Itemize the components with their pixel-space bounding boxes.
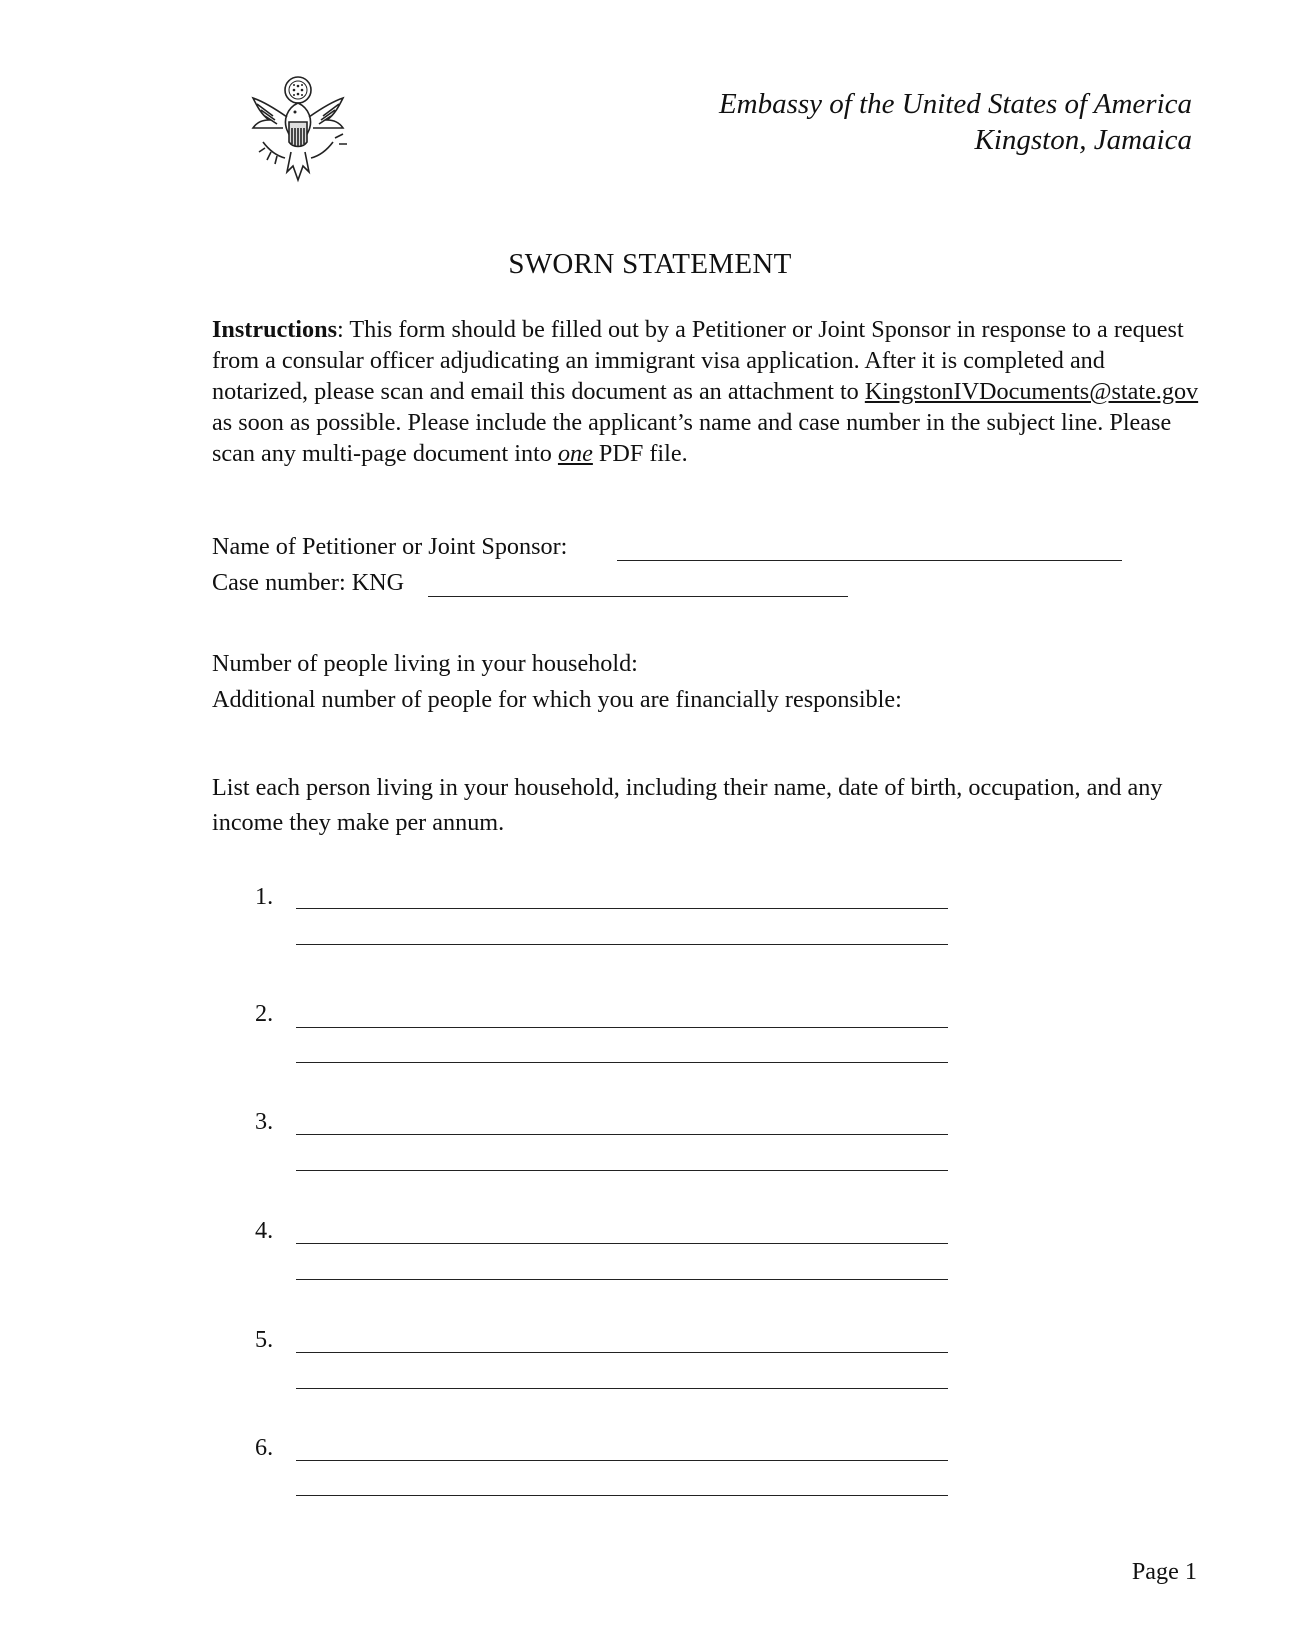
petitioner-name-field[interactable]	[617, 560, 1122, 561]
case-number-label: Case number: KNG	[212, 569, 405, 596]
instructions-text-3: PDF file.	[592, 440, 688, 467]
entry-number: 4.	[255, 1217, 274, 1244]
header-line-2: Kingston, Jamaica	[974, 124, 1192, 156]
household-list-intro: List each person living in your household, including their name, date of birth, occupation, and any income they make per annum.	[212, 774, 1163, 836]
household-count-label: Number of people living in your household:	[212, 650, 638, 677]
instructions-text-2: as soon as possible. Please include the applicant’s name and case number in the subject line. Please scan any multi-page document into	[212, 409, 1172, 467]
instructions-emphasis: one	[557, 440, 593, 467]
petitioner-label: Name of Petitioner or Joint Sponsor:	[212, 533, 568, 560]
entry-5-line-2[interactable]	[296, 1388, 948, 1389]
email-link[interactable]: KingstonIVDocuments@state.gov	[864, 378, 1199, 405]
entry-5-line-1[interactable]	[296, 1352, 948, 1353]
entry-4-line-1[interactable]	[296, 1243, 948, 1244]
case-number-field[interactable]	[428, 596, 848, 597]
entry-number: 5.	[255, 1326, 274, 1353]
entry-1-line-2[interactable]	[296, 944, 948, 945]
entry-2-line-2[interactable]	[296, 1062, 948, 1063]
entry-number: 3.	[255, 1108, 274, 1135]
embassy-header	[719, 86, 1192, 158]
entry-number: 2.	[255, 1000, 274, 1027]
entry-6-line-2[interactable]	[296, 1495, 948, 1496]
entry-2-line-1[interactable]	[296, 1027, 948, 1028]
instructions-paragraph	[212, 314, 1202, 469]
page-number: Page 1	[1131, 1558, 1197, 1585]
header-line-1: Embassy of the United States of America	[718, 88, 1192, 120]
entry-number: 1.	[255, 883, 274, 910]
entry-number: 6.	[255, 1434, 274, 1461]
entry-3-line-2[interactable]	[296, 1170, 948, 1171]
entry-6-line-1[interactable]	[296, 1460, 948, 1461]
great-seal-icon	[243, 72, 353, 184]
entry-3-line-1[interactable]	[296, 1134, 948, 1135]
entry-1-line-1[interactable]	[296, 908, 948, 909]
instructions-label: Instructions	[212, 316, 337, 343]
additional-dependents-label: Additional number of people for which you are financially responsible:	[212, 686, 902, 713]
entry-4-line-2[interactable]	[296, 1279, 948, 1280]
document-title: SWORN STATEMENT	[508, 248, 792, 280]
instructions-text-1: : This form should be filled out by a Petitioner or Joint Sponsor in response to a request from a consular officer adjudicating an immigrant visa application. After it is completed and notarized, please scan and email this document as an attachment to	[212, 316, 1184, 405]
